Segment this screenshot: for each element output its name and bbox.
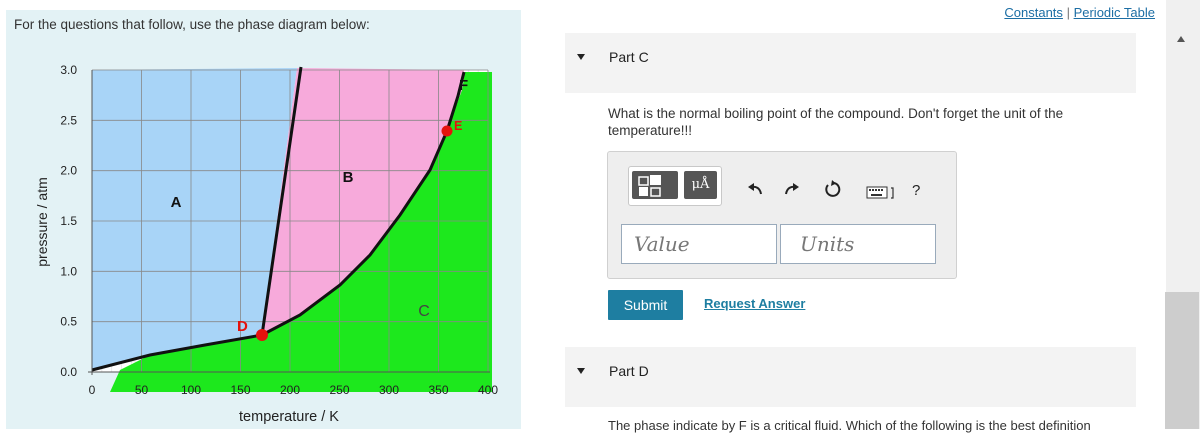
part-c-title: Part C (609, 49, 649, 65)
region-label-c: C (418, 303, 430, 320)
diagram-prompt: For the questions that follow, use the phase diagram below: (14, 17, 370, 32)
x-tick-label: 200 (279, 383, 301, 397)
part-d-question: The phase indicate by F is a critical fluid. Which of the following is the best definition (608, 418, 1091, 433)
part-d-header[interactable] (565, 347, 1136, 407)
x-tick-label: 250 (329, 383, 350, 397)
phase-diagram (0, 0, 520, 429)
part-c-question: What is the normal boiling point of the compound. Don't forget the unit of the temperature!!! (608, 106, 1064, 138)
templates-button[interactable] (632, 171, 678, 199)
x-tick-label: 400 (477, 383, 499, 397)
point-label-e: E (454, 119, 463, 133)
point-label-f: F (459, 77, 469, 94)
x-axis-title: temperature / K (239, 409, 339, 425)
redo-icon[interactable] (783, 180, 801, 198)
value-field[interactable] (621, 224, 777, 264)
y-tick-label: 1.0 (60, 264, 77, 279)
value-input[interactable] (622, 225, 776, 263)
point-label-d: D (237, 318, 248, 335)
undo-icon[interactable] (746, 180, 764, 198)
scrollbar-thumb[interactable] (1165, 292, 1199, 429)
y-tick-label: 3.0 (60, 63, 77, 77)
y-tick-label: 1.5 (60, 214, 77, 228)
x-tick-label: 0 (88, 383, 96, 397)
critical-point-marker (442, 126, 453, 137)
top-links (1004, 5, 1155, 20)
y-tick-label: 0.5 (60, 314, 77, 329)
scroll-up-arrow-icon[interactable] (1177, 36, 1185, 42)
x-tick-label: 50 (134, 383, 149, 397)
reset-icon[interactable] (823, 180, 841, 198)
y-tick-label: 2.5 (60, 113, 77, 128)
links-separator: | (1066, 5, 1070, 20)
x-tick-label: 300 (378, 383, 400, 397)
collapse-caret-icon[interactable] (577, 368, 585, 374)
x-tick-label: 100 (180, 383, 202, 397)
part-c-header[interactable] (565, 33, 1136, 93)
y-tick-labels (60, 63, 77, 379)
collapse-caret-icon[interactable] (577, 54, 585, 60)
keyboard-icon[interactable] (866, 186, 896, 200)
region-label-b: B (342, 169, 354, 186)
x-tick-label: 150 (230, 383, 251, 397)
help-button[interactable]: ? (912, 182, 921, 199)
part-d-title: Part D (609, 363, 649, 379)
units-input[interactable] (781, 225, 935, 263)
template-icon (632, 171, 678, 199)
constants-link[interactable]: Constants (1004, 5, 1063, 20)
submit-button[interactable]: Submit (608, 290, 683, 320)
y-axis-title: pressure / atm (34, 177, 50, 267)
periodic-table-link[interactable]: Periodic Table (1073, 5, 1155, 20)
triple-point-marker (256, 329, 268, 341)
request-answer-link[interactable]: Request Answer (704, 296, 806, 311)
units-symbol-button[interactable]: μÅ (684, 171, 717, 199)
y-tick-label: 2.0 (60, 163, 77, 178)
region-label-a: A (170, 194, 182, 211)
units-field[interactable] (780, 224, 936, 264)
x-tick-label: 350 (428, 383, 449, 397)
y-tick-label: 0.0 (60, 365, 77, 379)
